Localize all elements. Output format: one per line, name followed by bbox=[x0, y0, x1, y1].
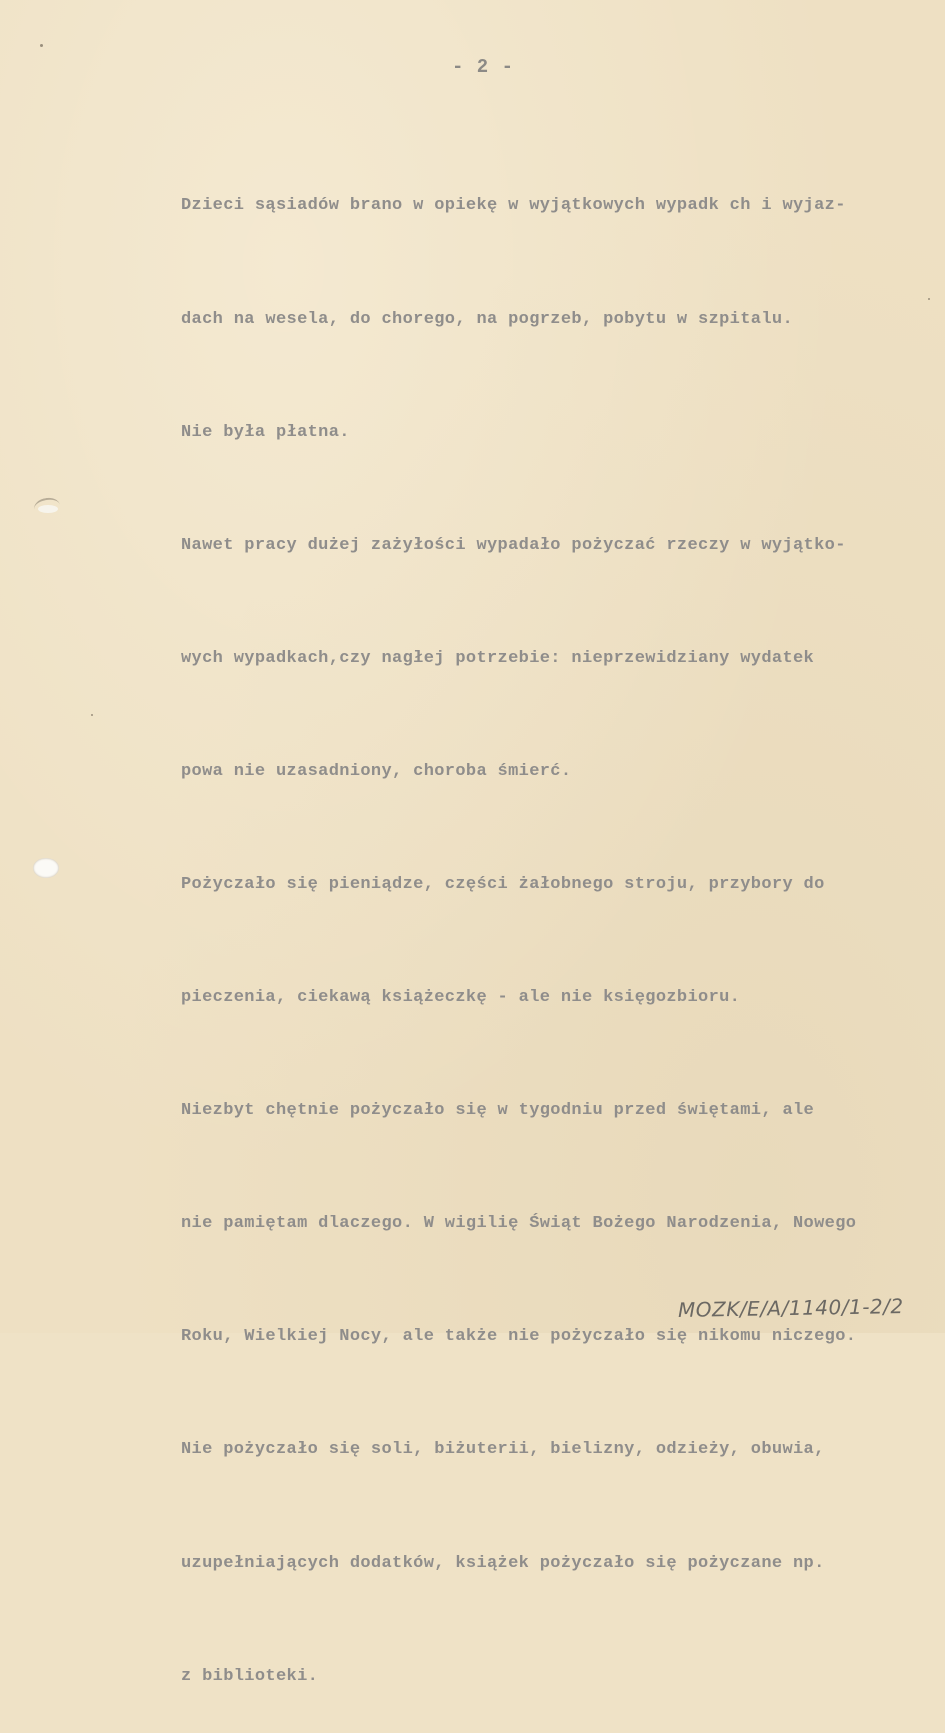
text-line: dach na wesela, do chorego, na pogrzeb, pobytu w szpitalu. bbox=[181, 309, 793, 329]
text-line: Nie pożyczało się soli, biżuterii, bielizny, odzieży, obuwia, bbox=[181, 1440, 825, 1460]
text-line: Dzieci sąsiadów brano w opiekę w wyjątkowych wypadk ch i wyjaz- bbox=[181, 196, 846, 216]
page-number: - 2 - bbox=[452, 56, 515, 78]
text-line: z biblioteki. bbox=[181, 1666, 319, 1686]
archive-signature: MOZK/E/A/1140/1-2/2 bbox=[677, 1294, 904, 1322]
text-line: Nawet pracy dużej zażyłości wypadało pożyczać rzeczy w wyjątko- bbox=[181, 535, 846, 555]
text-line: powa nie uzasadniony, choroba śmierć. bbox=[181, 761, 572, 781]
text-line: uzupełniających dodatków, książek pożyczało się pożyczane np. bbox=[181, 1553, 825, 1573]
text-line: Roku, Wielkiej Nocy, ale także nie pożyczało się nikomu niczego. bbox=[181, 1327, 857, 1347]
paper-speck bbox=[928, 298, 930, 300]
text-line: pieczenia, ciekawą książeczkę - ale nie księgozbioru. bbox=[181, 988, 741, 1008]
text-line: Pożyczało się pieniądze, części żałobnego stroju, przybory do bbox=[181, 874, 825, 894]
text-line: Niezbyt chętnie pożyczało się w tygodniu przed świętami, ale bbox=[181, 1101, 815, 1121]
paper-speck bbox=[40, 44, 43, 47]
text-line: nie pamiętam dlaczego. W wigilię Świąt Bożego Narodzenia, Nowego bbox=[181, 1214, 857, 1234]
text-line: Nie była płatna. bbox=[181, 422, 350, 442]
paper-tear-hole bbox=[38, 505, 58, 513]
paper-speck bbox=[91, 714, 93, 716]
punch-hole bbox=[33, 858, 59, 878]
text-line: wych wypadkach,czy nagłej potrzebie: nieprzewidziany wydatek bbox=[181, 648, 815, 668]
typewritten-body bbox=[181, 112, 921, 1733]
